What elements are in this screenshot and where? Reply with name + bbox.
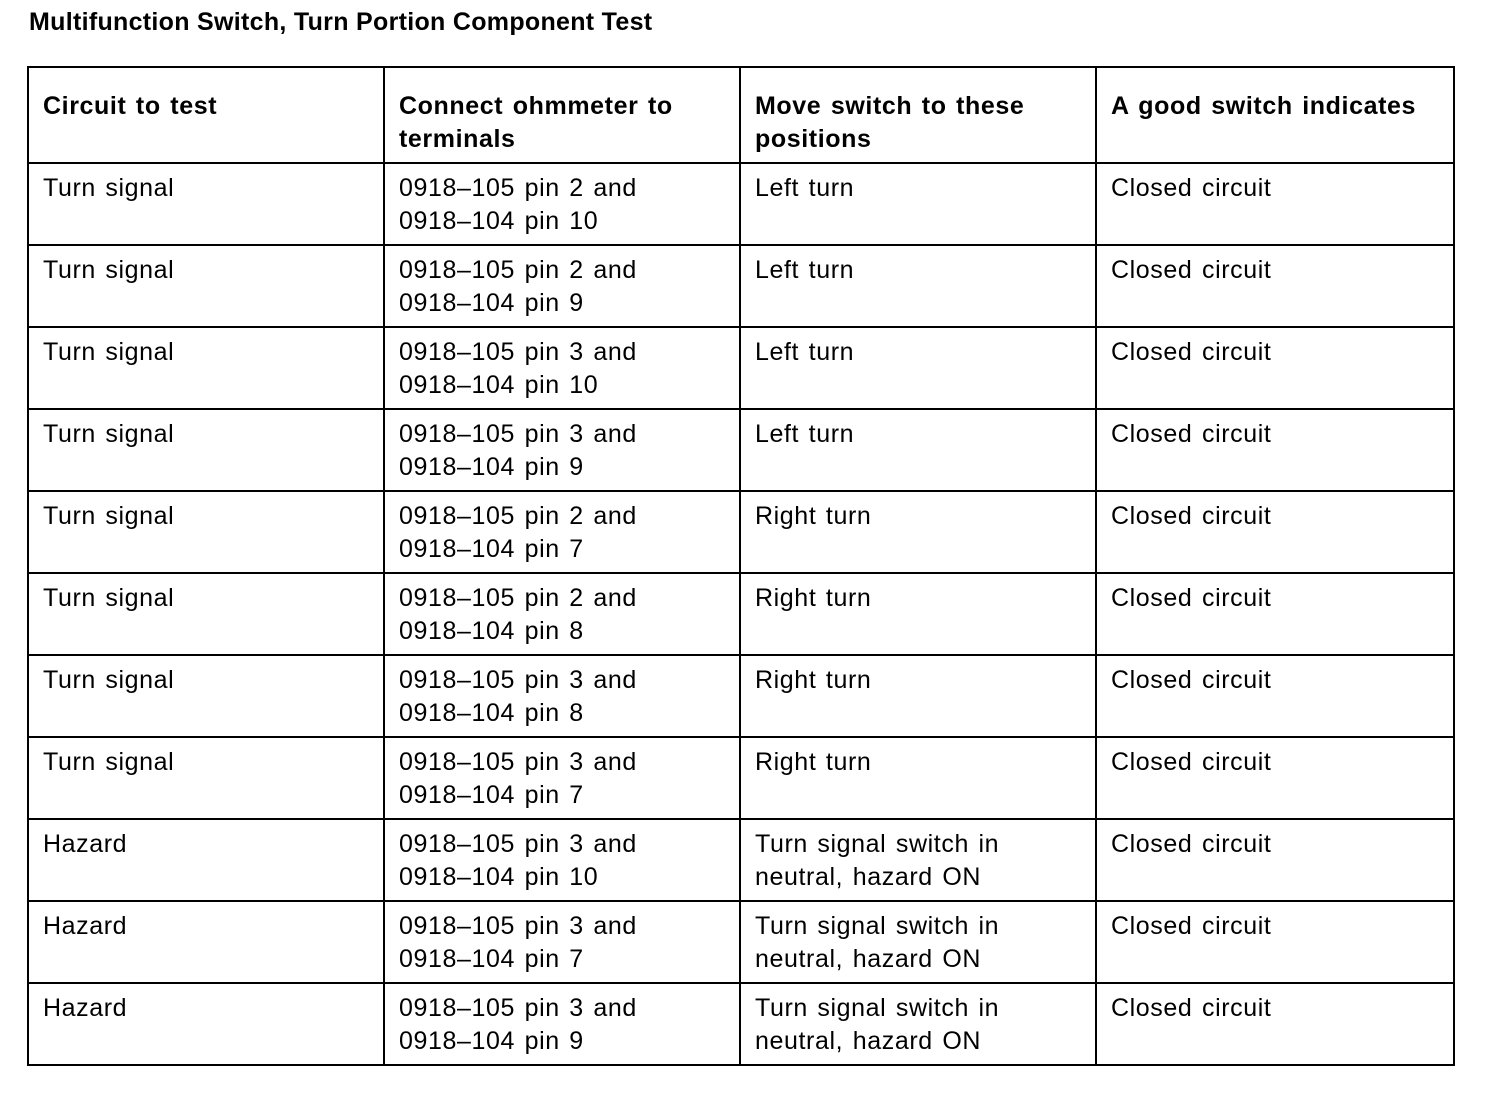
terminals-cell-text: 0918–104 pin 7 — [399, 781, 584, 809]
component-test-table — [27, 66, 1455, 1066]
circuit-cell-text: Turn signal — [43, 338, 175, 366]
table-header-row — [28, 67, 1454, 163]
position-cell-text: Turn signal switch in — [755, 830, 1000, 858]
terminals-cell-text: 0918–105 pin 2 and — [399, 256, 637, 284]
terminals-cell-text: 0918–105 pin 3 and — [399, 420, 637, 448]
table-row — [28, 163, 1454, 245]
circuit-cell — [28, 901, 384, 983]
position-cell-text: Turn signal switch in — [755, 994, 1000, 1022]
result-cell — [1096, 327, 1454, 409]
circuit-cell — [28, 819, 384, 901]
result-cell-text: Closed circuit — [1111, 256, 1272, 284]
circuit-cell — [28, 737, 384, 819]
position-cell — [740, 901, 1096, 983]
table-body — [28, 163, 1454, 1065]
circuit-cell-text: Hazard — [43, 830, 128, 858]
result-cell — [1096, 573, 1454, 655]
terminals-cell-text: 0918–105 pin 2 and — [399, 584, 637, 612]
terminals-cell-text: 0918–105 pin 3 and — [399, 338, 637, 366]
circuit-cell — [28, 327, 384, 409]
circuit-cell-text: Turn signal — [43, 748, 175, 776]
result-cell — [1096, 819, 1454, 901]
table-row — [28, 655, 1454, 737]
position-cell-text: Right turn — [755, 502, 872, 530]
position-cell — [740, 655, 1096, 737]
circuit-cell-text: Hazard — [43, 912, 128, 940]
result-cell-text: Closed circuit — [1111, 994, 1272, 1022]
circuit-cell-text: Turn signal — [43, 666, 175, 694]
result-cell-text: Closed circuit — [1111, 584, 1272, 612]
terminals-cell-text: 0918–104 pin 8 — [399, 617, 584, 645]
header-circuit-to-test — [28, 67, 384, 163]
header-text: Connect ohmmeter to — [399, 92, 673, 120]
terminals-cell — [384, 819, 740, 901]
circuit-cell — [28, 245, 384, 327]
table-row — [28, 245, 1454, 327]
position-cell-text: Right turn — [755, 584, 872, 612]
terminals-cell-text: 0918–105 pin 3 and — [399, 912, 637, 940]
terminals-cell-text: 0918–104 pin 9 — [399, 453, 584, 481]
result-cell-text: Closed circuit — [1111, 912, 1272, 940]
position-cell — [740, 737, 1096, 819]
result-cell — [1096, 983, 1454, 1065]
table-row — [28, 573, 1454, 655]
result-cell — [1096, 409, 1454, 491]
terminals-cell — [384, 409, 740, 491]
table-row — [28, 327, 1454, 409]
terminals-cell-text: 0918–104 pin 8 — [399, 699, 584, 727]
terminals-cell — [384, 655, 740, 737]
terminals-cell-text: 0918–104 pin 7 — [399, 535, 584, 563]
terminals-cell-text: 0918–105 pin 3 and — [399, 748, 637, 776]
position-cell — [740, 819, 1096, 901]
terminals-cell — [384, 573, 740, 655]
header-text: A good switch indicates — [1111, 92, 1417, 120]
position-cell — [740, 245, 1096, 327]
result-cell — [1096, 901, 1454, 983]
terminals-cell-text: 0918–104 pin 9 — [399, 1027, 584, 1055]
terminals-cell — [384, 163, 740, 245]
table-row — [28, 737, 1454, 819]
position-cell — [740, 491, 1096, 573]
circuit-cell-text: Hazard — [43, 994, 128, 1022]
position-cell-text: Right turn — [755, 666, 872, 694]
result-cell-text: Closed circuit — [1111, 420, 1272, 448]
position-cell-text: Turn signal switch in — [755, 912, 1000, 940]
header-text: Move switch to these — [755, 92, 1025, 120]
position-cell-text: neutral, hazard ON — [755, 945, 982, 973]
header-text: positions — [755, 125, 872, 153]
header-text: Circuit to test — [43, 92, 218, 120]
result-cell-text: Closed circuit — [1111, 830, 1272, 858]
circuit-cell-text: Turn signal — [43, 502, 175, 530]
terminals-cell — [384, 983, 740, 1065]
circuit-cell — [28, 983, 384, 1065]
position-cell — [740, 983, 1096, 1065]
header-move-switch — [740, 67, 1096, 163]
result-cell-text: Closed circuit — [1111, 174, 1272, 202]
table-row — [28, 491, 1454, 573]
terminals-cell-text: 0918–104 pin 10 — [399, 371, 599, 399]
circuit-cell-text: Turn signal — [43, 420, 175, 448]
table-row — [28, 819, 1454, 901]
header-connect-ohmmeter — [384, 67, 740, 163]
position-cell-text: Left turn — [755, 338, 855, 366]
terminals-cell-text: 0918–104 pin 9 — [399, 289, 584, 317]
terminals-cell — [384, 737, 740, 819]
terminals-cell-text: 0918–105 pin 3 and — [399, 994, 637, 1022]
position-cell — [740, 163, 1096, 245]
result-cell — [1096, 655, 1454, 737]
circuit-cell — [28, 573, 384, 655]
result-cell — [1096, 737, 1454, 819]
circuit-cell — [28, 163, 384, 245]
terminals-cell-text: 0918–105 pin 2 and — [399, 174, 637, 202]
result-cell — [1096, 491, 1454, 573]
circuit-cell-text: Turn signal — [43, 174, 175, 202]
terminals-cell-text: 0918–104 pin 7 — [399, 945, 584, 973]
position-cell-text: Left turn — [755, 256, 855, 284]
circuit-cell-text: Turn signal — [43, 584, 175, 612]
table-row — [28, 901, 1454, 983]
terminals-cell — [384, 327, 740, 409]
position-cell-text: Left turn — [755, 420, 855, 448]
position-cell-text: Right turn — [755, 748, 872, 776]
position-cell-text: neutral, hazard ON — [755, 1027, 982, 1055]
result-cell-text: Closed circuit — [1111, 502, 1272, 530]
circuit-cell — [28, 655, 384, 737]
position-cell — [740, 327, 1096, 409]
terminals-cell — [384, 491, 740, 573]
position-cell — [740, 573, 1096, 655]
terminals-cell-text: 0918–105 pin 2 and — [399, 502, 637, 530]
position-cell-text: neutral, hazard ON — [755, 863, 982, 891]
terminals-cell — [384, 901, 740, 983]
terminals-cell-text: 0918–105 pin 3 and — [399, 666, 637, 694]
position-cell-text: Left turn — [755, 174, 855, 202]
table-row — [28, 983, 1454, 1065]
header-good-switch-indicates — [1096, 67, 1454, 163]
circuit-cell — [28, 491, 384, 573]
table-row — [28, 409, 1454, 491]
circuit-cell — [28, 409, 384, 491]
result-cell — [1096, 245, 1454, 327]
result-cell — [1096, 163, 1454, 245]
position-cell — [740, 409, 1096, 491]
terminals-cell-text: 0918–104 pin 10 — [399, 863, 599, 891]
terminals-cell-text: 0918–104 pin 10 — [399, 207, 599, 235]
page-title: Multifunction Switch, Turn Portion Component Test — [29, 8, 653, 36]
header-text: terminals — [399, 125, 516, 153]
terminals-cell — [384, 245, 740, 327]
terminals-cell-text: 0918–105 pin 3 and — [399, 830, 637, 858]
result-cell-text: Closed circuit — [1111, 338, 1272, 366]
circuit-cell-text: Turn signal — [43, 256, 175, 284]
result-cell-text: Closed circuit — [1111, 748, 1272, 776]
result-cell-text: Closed circuit — [1111, 666, 1272, 694]
